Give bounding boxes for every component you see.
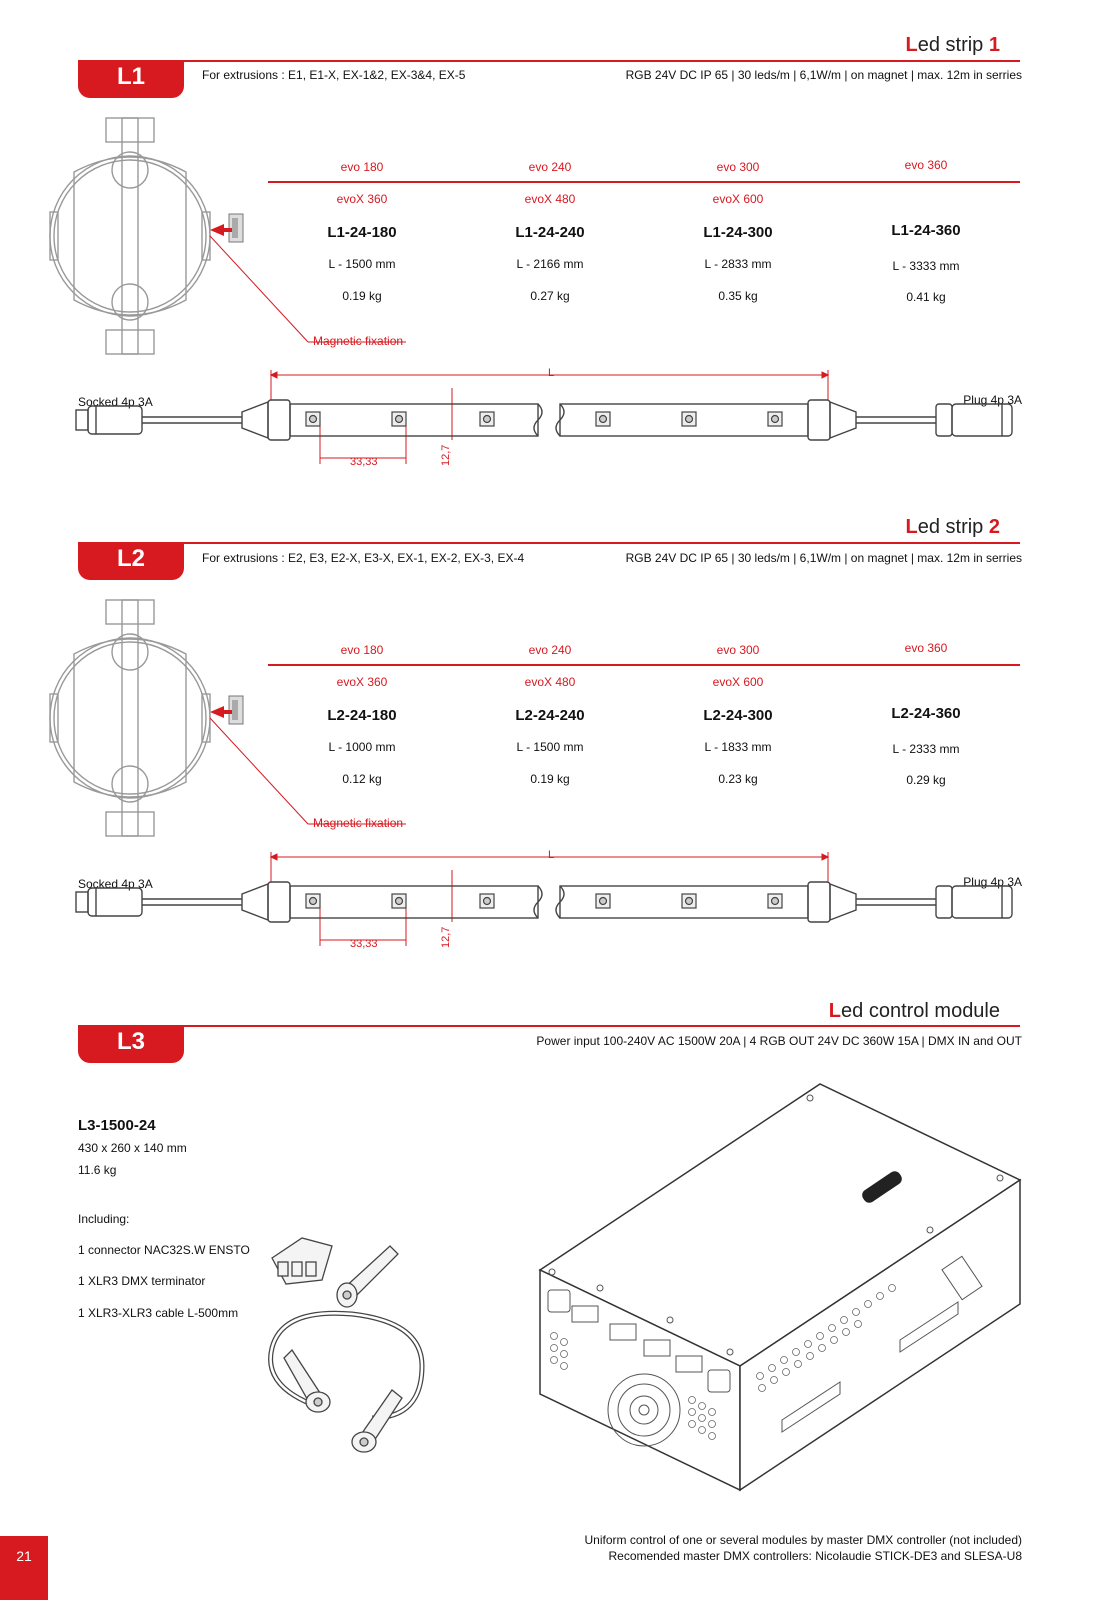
product-weight: 0.19 kg — [342, 289, 382, 303]
length-dimension-label: L — [548, 849, 555, 861]
specs-text: RGB 24V DC IP 65 | 30 leds/m | 6,1W/m | on magnet | max. 12m in serries — [625, 551, 1022, 565]
product-length: L - 1000 mm — [328, 740, 396, 754]
section-rule — [180, 1025, 1020, 1027]
evox-label: evoX 480 — [524, 675, 576, 689]
page-number: 21 — [0, 1536, 48, 1600]
length-dimension-label: L — [548, 367, 555, 379]
product-weight: 11.6 kg — [78, 1163, 117, 1177]
control-module-illustration — [530, 1080, 1030, 1500]
product-dimensions: 430 x 260 x 140 mm — [78, 1141, 187, 1155]
product-weight: 0.29 kg — [906, 773, 946, 787]
evox-label: evoX 360 — [336, 675, 388, 689]
product-length: L - 3333 mm — [892, 259, 960, 273]
extrusions-text: For extrusions : E1, E1-X, EX-1&2, EX-3&4, EX-5 — [202, 68, 466, 82]
product-weight: 0.27 kg — [530, 289, 570, 303]
evo-label: evo 180 — [340, 643, 384, 657]
section-title: Led strip 2 — [905, 516, 1000, 538]
product-code: L1-24-240 — [515, 224, 585, 241]
product-length: L - 1833 mm — [704, 740, 772, 754]
product-code: L1-24-360 — [891, 222, 961, 239]
section-rule — [180, 60, 1020, 62]
magnetic-fixation-label: Magnetic fixation — [313, 816, 404, 830]
included-item: 1 XLR3 DMX terminator — [78, 1274, 206, 1288]
product-code: L2-24-240 — [515, 707, 585, 724]
accessories-illustration — [262, 1218, 442, 1468]
magnetic-fixation-label: Magnetic fixation — [313, 334, 404, 348]
evo-label: evo 300 — [716, 643, 760, 657]
included-item: 1 XLR3-XLR3 cable L-500mm — [78, 1306, 239, 1320]
product-length: L - 1500 mm — [516, 740, 584, 754]
led-strip-diagram — [76, 370, 1022, 470]
evo-label: evo 300 — [716, 160, 760, 174]
including-label: Including: — [78, 1212, 130, 1226]
table-rule — [268, 181, 1020, 183]
extrusion-profile-diagram — [44, 594, 264, 844]
table-rule — [268, 664, 1020, 666]
pitch-dimension-label: 33,33 — [350, 456, 378, 468]
socket-label: Socked 4p 3A — [78, 877, 153, 891]
included-item: 1 connector NAC32S.W ENSTO — [78, 1243, 250, 1257]
product-weight: 0.41 kg — [906, 290, 946, 304]
section-title: Led strip 1 — [905, 34, 1000, 56]
product-code: L1-24-300 — [703, 224, 773, 241]
evo-label: evo 240 — [528, 643, 572, 657]
evo-label: evo 360 — [904, 158, 948, 172]
section-tab: L2 — [78, 542, 184, 580]
extrusions-text: For extrusions : E2, E3, E2-X, E3-X, EX-1, EX-2, EX-3, EX-4 — [202, 551, 525, 565]
evox-label: evoX 600 — [712, 675, 764, 689]
product-code: L2-24-360 — [891, 705, 961, 722]
height-dimension-label: 12,7 — [440, 444, 452, 466]
product-length: L - 2166 mm — [516, 257, 584, 271]
product-weight: 0.35 kg — [718, 289, 758, 303]
footer-note-line2: Recomended master DMX controllers: Nicolaudie STICK-DE3 and SLESA-U8 — [608, 1549, 1022, 1563]
plug-label: Plug 4p 3A — [963, 393, 1022, 407]
product-weight: 0.19 kg — [530, 772, 570, 786]
product-length: L - 1500 mm — [328, 257, 396, 271]
evox-label: evoX 360 — [336, 192, 388, 206]
socket-label: Socked 4p 3A — [78, 395, 153, 409]
product-code: L1-24-180 — [327, 224, 397, 241]
specs-text: RGB 24V DC IP 65 | 30 leds/m | 6,1W/m | on magnet | max. 12m in serries — [625, 68, 1022, 82]
evox-label: evoX 480 — [524, 192, 576, 206]
specs-text: Power input 100-240V AC 1500W 20A | 4 RGB OUT 24V DC 360W 15A | DMX IN and OUT — [536, 1034, 1022, 1048]
evox-label: evoX 600 — [712, 192, 764, 206]
product-code: L2-24-180 — [327, 707, 397, 724]
product-weight: 0.23 kg — [718, 772, 758, 786]
evo-label: evo 180 — [340, 160, 384, 174]
product-length: L - 2333 mm — [892, 742, 960, 756]
evo-label: evo 240 — [528, 160, 572, 174]
footer-note-line1: Uniform control of one or several modules by master DMX controller (not included) — [584, 1533, 1022, 1547]
section-title: Led control module — [828, 1000, 1000, 1022]
led-strip-diagram — [76, 852, 1022, 952]
product-code: L3-1500-24 — [78, 1117, 156, 1134]
product-weight: 0.12 kg — [342, 772, 382, 786]
product-length: L - 2833 mm — [704, 257, 772, 271]
evo-label: evo 360 — [904, 641, 948, 655]
height-dimension-label: 12,7 — [440, 926, 452, 948]
extrusion-profile-diagram — [44, 112, 264, 362]
pitch-dimension-label: 33,33 — [350, 938, 378, 950]
section-tab: L3 — [78, 1025, 184, 1063]
section-tab: L1 — [78, 60, 184, 98]
section-rule — [180, 542, 1020, 544]
plug-label: Plug 4p 3A — [963, 875, 1022, 889]
product-code: L2-24-300 — [703, 707, 773, 724]
